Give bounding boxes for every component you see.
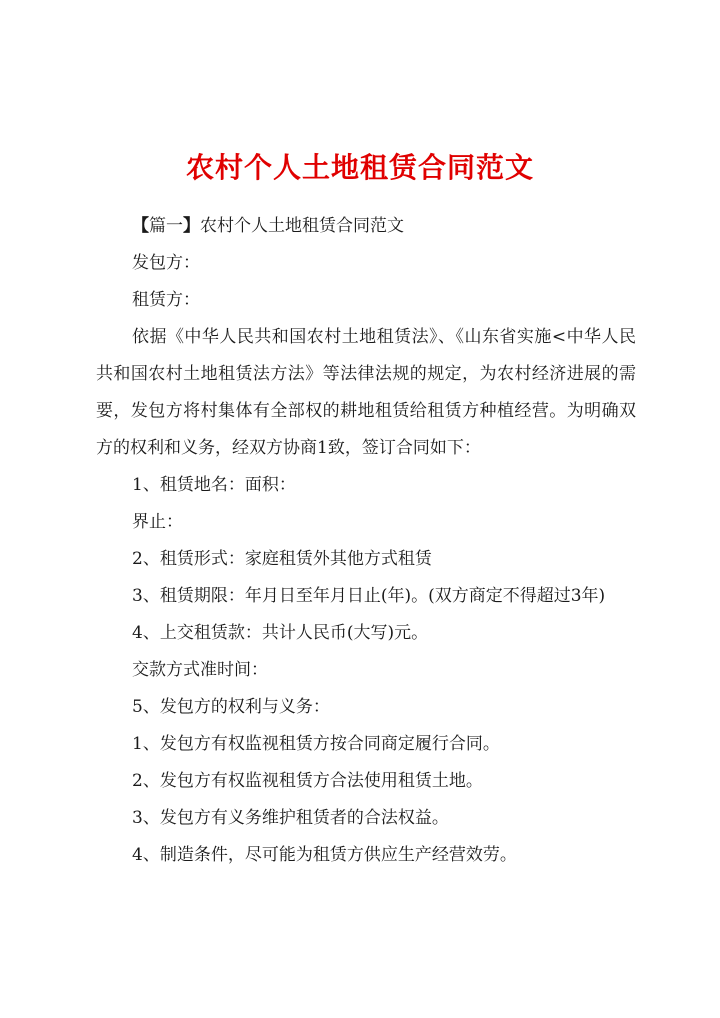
clause-lease-payment: 4、上交租赁款：共计人民币(大写)元。 xyxy=(132,623,429,643)
section-bracket-close: 】 xyxy=(183,216,200,236)
document-title: 农村个人土地租赁合同范文 xyxy=(185,151,534,184)
section-bracket-open: 【 xyxy=(132,216,149,236)
clause-payment-method: 交款方式准时间： xyxy=(132,660,268,680)
clause-boundary: 界止： xyxy=(132,512,183,532)
clause-rights-duties: 5、发包方的权利与义务： xyxy=(132,697,330,717)
preamble-paragraph: 依据《中华人民共和国农村土地租赁法》、《山东省实施<中华人民共和国农村土地租赁法方法》等法律法规的规定，为农村经济进展的需要，发包方将村集体有全部权的耕地租赁给租赁方种植经营。为明确双方的权利和义务，经双方协商1致，签订合同如下： xyxy=(96,327,636,458)
section-heading xyxy=(96,208,636,245)
clause-lease-term: 3、租赁期限：年月日至年月日止(年)。(双方商定不得超过3年) xyxy=(132,586,606,606)
clause-lease-form: 2、租赁形式：家庭租赁外其他方式租赁 xyxy=(132,549,432,569)
subclause-1: 1、发包方有权监视租赁方按合同商定履行合同。 xyxy=(132,734,500,754)
party-b-line: 租赁方： xyxy=(132,290,200,310)
section-heading-text: 农村个人土地租赁合同范文 xyxy=(200,216,404,236)
party-a-line: 发包方： xyxy=(132,253,200,273)
subclause-3: 3、发包方有义务维护租赁者的合法权益。 xyxy=(132,808,449,828)
subclause-4: 4、制造条件，尽可能为租赁方供应生产经营效劳。 xyxy=(132,845,517,865)
section-label: 篇一 xyxy=(149,216,183,236)
clause-land-name: 1、租赁地名：面积： xyxy=(132,475,296,495)
document-body xyxy=(96,208,636,874)
subclause-2: 2、发包方有权监视租赁方合法使用租赁土地。 xyxy=(132,771,483,791)
